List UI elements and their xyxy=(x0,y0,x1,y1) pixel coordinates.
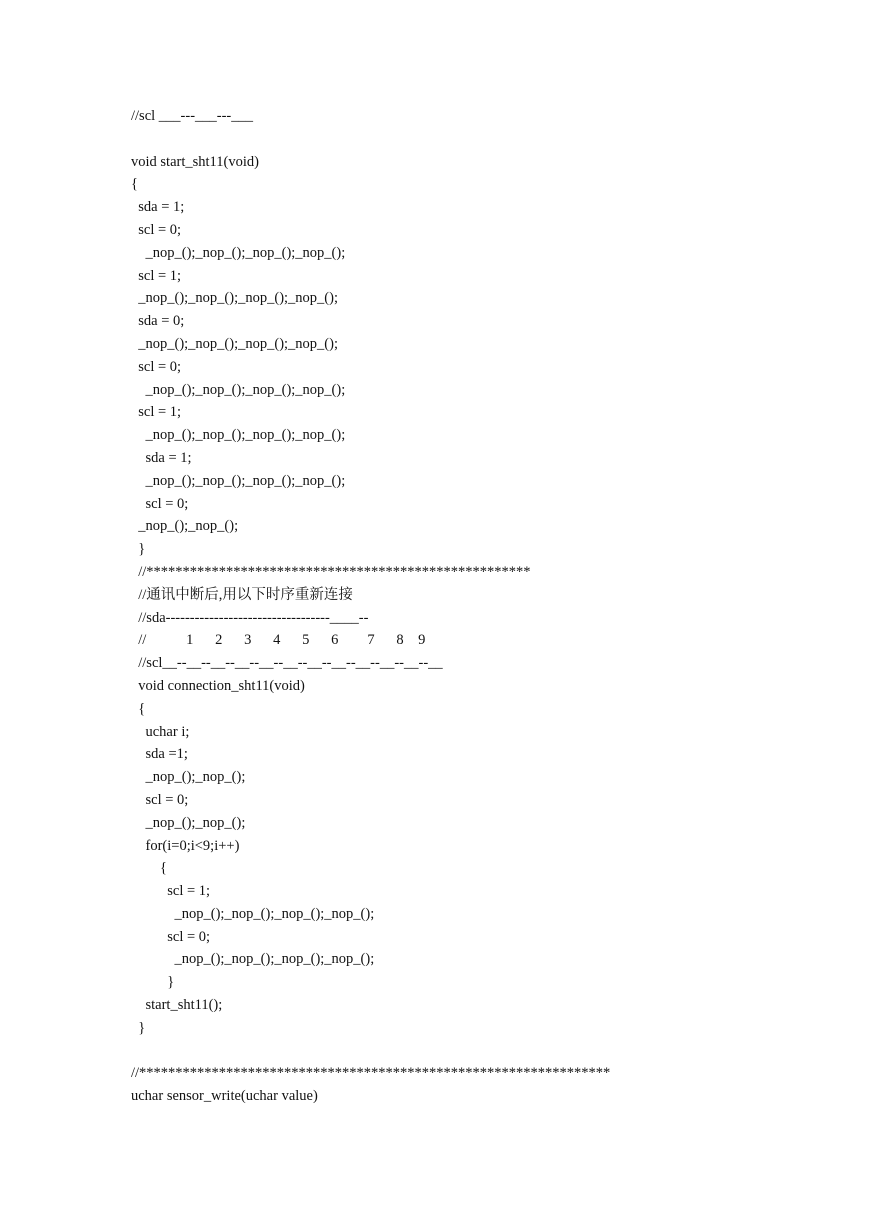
code-line: _nop_();_nop_();_nop_();_nop_(); xyxy=(131,335,338,352)
code-line: //sda----------------------------------____-- xyxy=(131,609,369,626)
code-line: scl = 0; xyxy=(131,791,189,808)
code-line: } xyxy=(131,1019,146,1036)
code-line: scl = 0; xyxy=(131,358,182,375)
code-line: sda =1; xyxy=(131,746,188,763)
code-line: scl = 1; xyxy=(131,883,211,900)
code-line: // 1 2 3 4 5 6 7 8 9 xyxy=(131,632,426,649)
code-line: start_sht11(); xyxy=(131,997,223,1014)
code-line: scl = 0; xyxy=(131,221,182,238)
code-line: { xyxy=(131,700,146,717)
code-line: _nop_();_nop_();_nop_();_nop_(); xyxy=(131,472,346,489)
code-line: } xyxy=(131,541,146,558)
code-line: _nop_();_nop_();_nop_();_nop_(); xyxy=(131,905,375,922)
code-listing xyxy=(131,105,831,1108)
code-line: scl = 1; xyxy=(131,404,182,421)
code-line: scl = 1; xyxy=(131,267,182,284)
code-line: _nop_();_nop_();_nop_();_nop_(); xyxy=(131,290,338,307)
code-line: void connection_sht11(void) xyxy=(131,677,305,694)
code-line: _nop_();_nop_();_nop_();_nop_(); xyxy=(131,427,346,444)
code-line: _nop_();_nop_();_nop_();_nop_(); xyxy=(131,381,346,398)
code-line: _nop_();_nop_();_nop_();_nop_(); xyxy=(131,951,375,968)
code-line: scl = 0; xyxy=(131,495,189,512)
code-line: } xyxy=(131,974,175,991)
code-line: void start_sht11(void) xyxy=(131,153,259,170)
code-line: _nop_();_nop_(); xyxy=(131,814,246,831)
code-line: _nop_();_nop_(); xyxy=(131,769,246,786)
code-line: _nop_();_nop_();_nop_();_nop_(); xyxy=(131,244,346,261)
code-line: sda = 0; xyxy=(131,313,185,330)
code-line: { xyxy=(131,176,138,193)
code-line: uchar sensor_write(uchar value) xyxy=(131,1088,318,1105)
code-line: { xyxy=(131,860,167,877)
code-line: //***************************************************** xyxy=(131,563,531,580)
code-line: scl = 0; xyxy=(131,928,211,945)
code-line: //通讯中断后,用以下时序重新连接 xyxy=(131,586,353,603)
code-line: _nop_();_nop_(); xyxy=(131,518,239,535)
code-line: //scl__--__--__--__--__--__--__--__--__--__--__--__ xyxy=(131,655,443,672)
blank-line xyxy=(131,128,831,151)
code-line: sda = 1; xyxy=(131,449,192,466)
code-line: uchar i; xyxy=(131,723,190,740)
code-line: for(i=0;i<9;i++) xyxy=(131,837,240,854)
code-line: sda = 1; xyxy=(131,199,185,216)
blank-line xyxy=(131,1040,831,1063)
code-line: //***************************************************************** xyxy=(131,1065,611,1082)
code-line: //scl ___---___---___ xyxy=(131,108,254,124)
